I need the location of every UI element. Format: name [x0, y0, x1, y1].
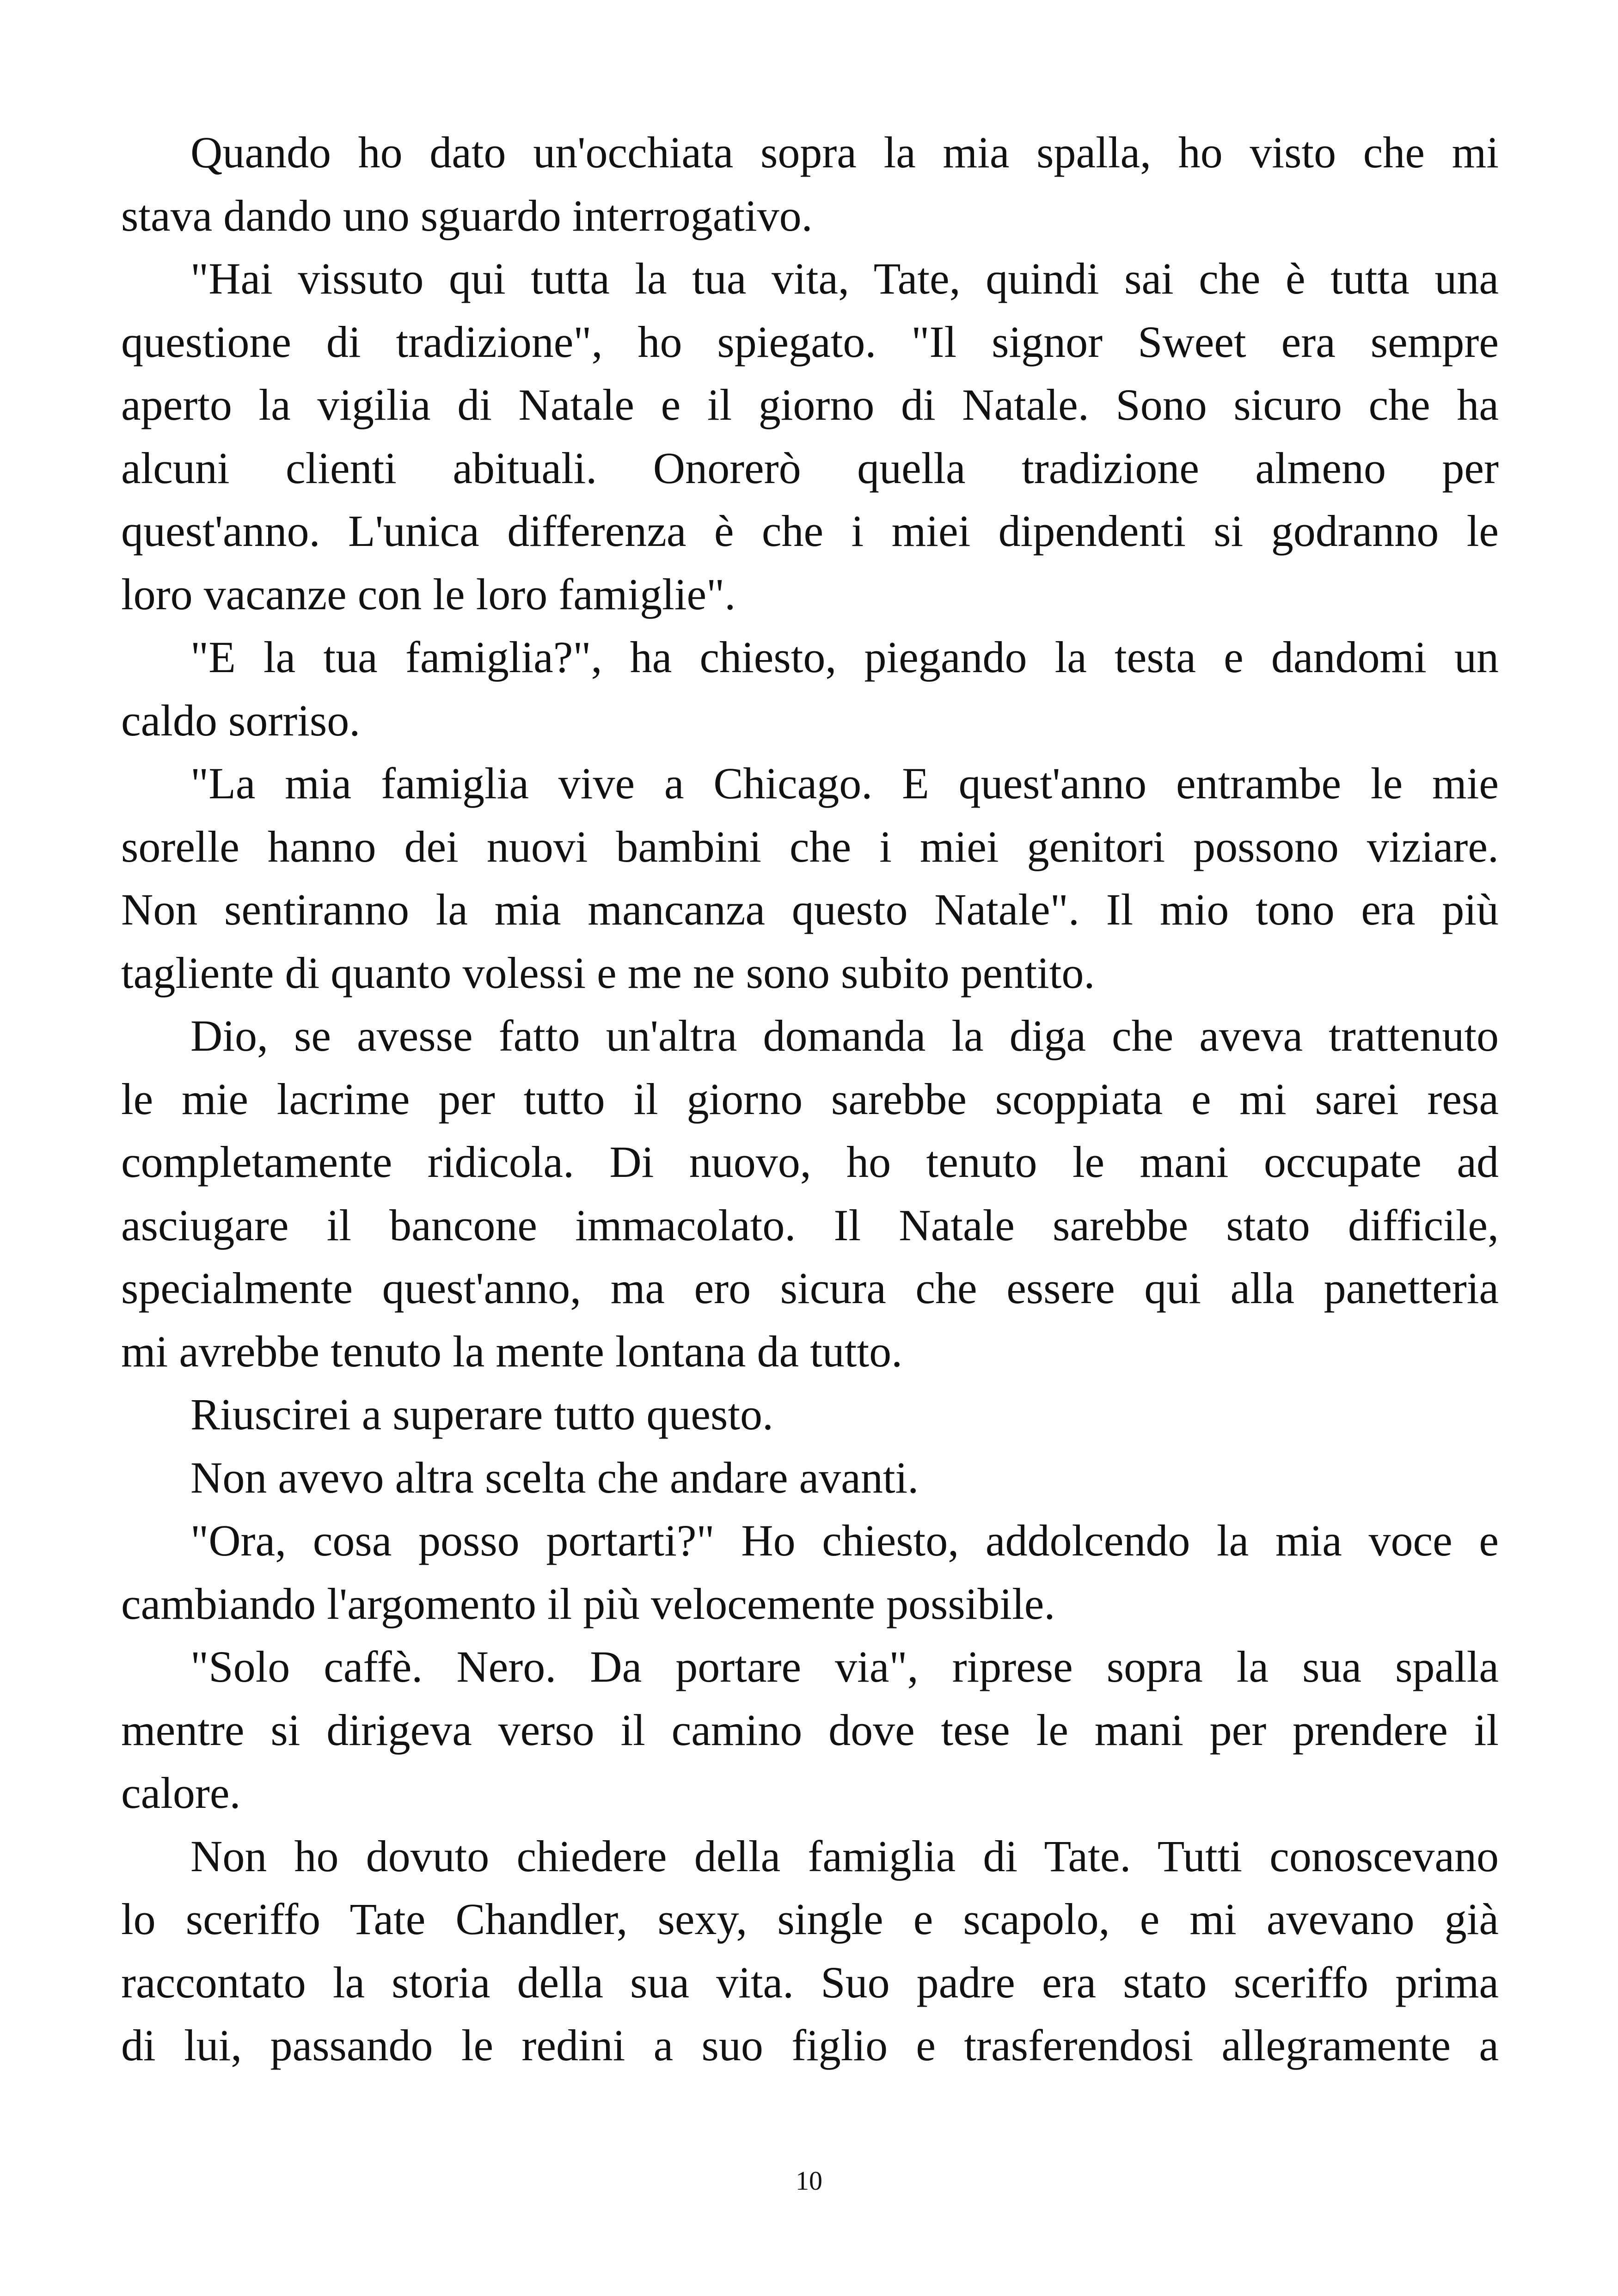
text-line: Riuscirei a superare tutto questo. [190, 1390, 773, 1439]
text-line: asciugare il bancone immacolato. Il Natale sarebbe stato difficile, [121, 1200, 1499, 1250]
text-line: Quando ho dato un'occhiata sopra la mia spalla, ho visto che mi [190, 128, 1499, 177]
text-line: "La mia famiglia vive a Chicago. E quest'anno entrambe le mie [190, 759, 1499, 808]
paragraph [121, 121, 1499, 247]
text-line: completamente ridicola. Di nuovo, ho tenuto le mani occupate ad [121, 1137, 1499, 1187]
text-line: "Hai vissuto qui tutta la tua vita, Tate, quindi sai che è tutta una [190, 254, 1499, 303]
paragraph [121, 1383, 1499, 1446]
paragraph [121, 752, 1499, 1004]
paragraph [121, 1004, 1499, 1383]
text-line: di lui, passando le redini a suo figlio e trasferendosi allegramente a [121, 2020, 1499, 2070]
text-line: "Solo caffè. Nero. Da portare via", riprese sopra la sua spalla [190, 1642, 1499, 1691]
text-line: tagliente di quanto volessi e me ne sono subito pentito. [121, 948, 1095, 998]
text-line: lo sceriffo Tate Chandler, sexy, single e scapolo, e mi avevano già [121, 1894, 1499, 1944]
text-line: "Ora, cosa posso portarti?" Ho chiesto, addolcendo la mia voce e [190, 1516, 1499, 1565]
text-line: Non sentiranno la mia mancanza questo Natale". Il mio tono era più [121, 885, 1499, 934]
page-number: 10 [796, 2166, 822, 2196]
text-line: Non ho dovuto chiedere della famiglia di Tate. Tutti conoscevano [190, 1831, 1499, 1881]
text-line: Non avevo altra scelta che andare avanti. [190, 1452, 919, 1502]
text-line: quest'anno. L'unica differenza è che i miei dipendenti si godranno le [121, 506, 1499, 556]
paragraph [121, 247, 1499, 626]
text-line: "E la tua famiglia?", ha chiesto, piegando la testa e dandomi un [190, 632, 1499, 682]
text-line: stava dando uno sguardo interrogativo. [121, 190, 813, 240]
paragraph [121, 1509, 1499, 1635]
text-line: le mie lacrime per tutto il giorno sarebbe scoppiata e mi sarei resa [121, 1074, 1499, 1124]
paragraph [121, 626, 1499, 752]
text-line: sorelle hanno dei nuovi bambini che i miei genitori possono viziare. [121, 821, 1499, 871]
text-line: calore. [121, 1768, 241, 1818]
text-line: mi avrebbe tenuto la mente lontana da tutto. [121, 1326, 903, 1376]
paragraph [121, 1446, 1499, 1510]
text-line: questione di tradizione", ho spiegato. "Il signor Sweet era sempre [121, 317, 1499, 367]
text-line: specialmente quest'anno, ma ero sicura che essere qui alla panetteria [121, 1263, 1499, 1313]
text-line: raccontato la storia della sua vita. Suo padre era stato sceriffo prima [121, 1957, 1499, 2007]
text-line: loro vacanze con le loro famiglie". [121, 569, 736, 619]
text-line: aperto la vigilia di Natale e il giorno di Natale. Sono sicuro che ha [121, 380, 1499, 429]
text-line: mentre si dirigeva verso il camino dove tese le mani per prendere il [121, 1705, 1499, 1755]
text-line: cambiando l'argomento il più velocemente possibile. [121, 1579, 1055, 1629]
page-body [121, 121, 1499, 2077]
paragraph [121, 1825, 1499, 2077]
text-line: Dio, se avesse fatto un'altra domanda la diga che aveva trattenuto [190, 1011, 1499, 1060]
paragraph [121, 1635, 1499, 1825]
text-line: caldo sorriso. [121, 695, 361, 745]
text-line: alcuni clienti abituali. Onorerò quella tradizione almeno per [121, 443, 1499, 493]
